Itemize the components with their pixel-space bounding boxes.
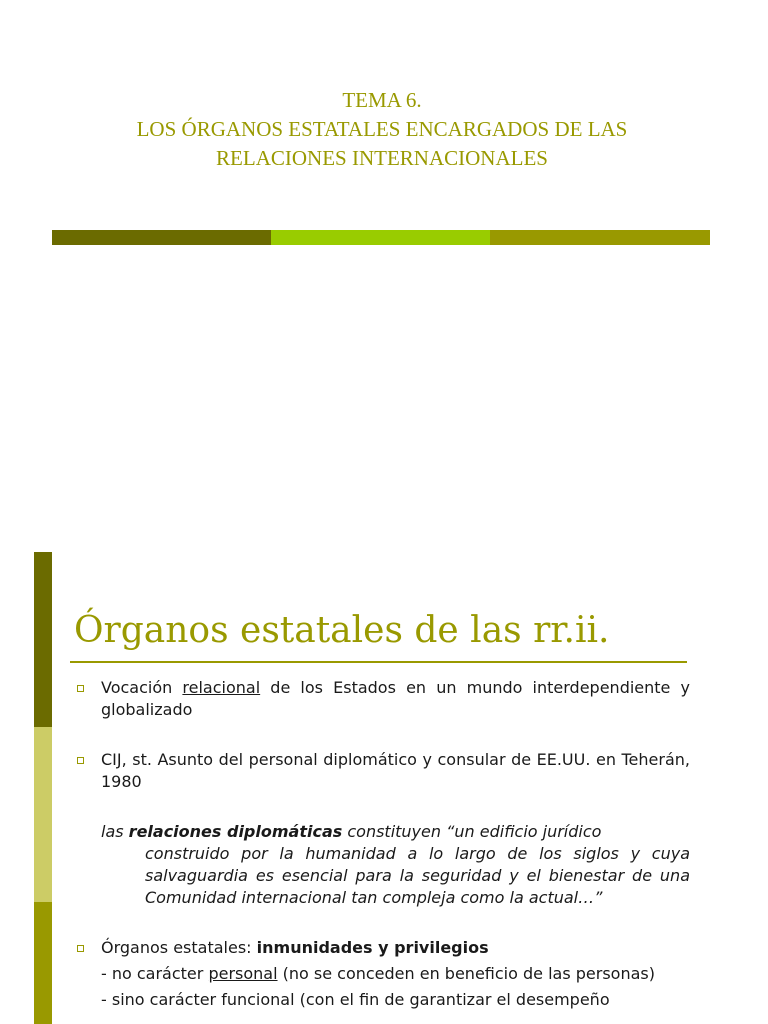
heading-rule xyxy=(70,661,687,663)
side-bar-olive xyxy=(34,902,52,1024)
title-bar-segment-lime xyxy=(271,230,490,245)
bullet3-bold: inmunidades y privilegios xyxy=(256,938,489,957)
title-line-3: RELACIONES INTERNACIONALES xyxy=(216,146,548,170)
sub1-suffix: (no se conceden en beneficio de las personas) xyxy=(277,964,655,983)
sub1-prefix: - no carácter xyxy=(101,964,209,983)
slide2-content xyxy=(76,677,690,1011)
bullet1-prefix: Vocación xyxy=(101,678,183,697)
bullet1-underlined: relacional xyxy=(182,678,261,697)
bullet1-suffix: de los Estados en un mundo interdependiente y globalizado xyxy=(101,678,690,719)
sub-item-not-personal xyxy=(76,963,690,985)
quote-bold: relaciones diplomáticas xyxy=(128,822,343,841)
side-bar-dark xyxy=(34,552,52,727)
bullet-cij-case xyxy=(76,749,690,793)
quote-diplomatic-relations xyxy=(101,821,690,909)
square-bullet-icon xyxy=(77,945,84,952)
sub-item-functional xyxy=(76,989,690,1011)
bullet-relational-vocation xyxy=(76,677,690,721)
quote-lead: las xyxy=(101,822,129,841)
slide1-title xyxy=(52,86,712,173)
sub2-text: - sino carácter funcional (con el fin de garantizar el desempeño xyxy=(101,990,610,1009)
quote-rest: constituyen “un edificio jurídico xyxy=(342,822,602,841)
square-bullet-icon xyxy=(77,685,84,692)
bullet2-text: CIJ, st. Asunto del personal diplomático y consular de EE.UU. en Teherán, 1980 xyxy=(101,750,690,791)
side-bar-pale xyxy=(34,727,52,902)
sub1-underlined: personal xyxy=(208,964,278,983)
title-bar-segment-olive xyxy=(490,230,710,245)
quote-continuation: construido por la humanidad a lo largo de los siglos y cuya salvaguardia es esencial para la seguridad y el bienestar de una Comunidad internacional tan compleja como la actual…” xyxy=(145,844,690,907)
slide2-heading: Órganos estatales de las rr.ii. xyxy=(74,610,610,651)
title-bar-segment-dark xyxy=(52,230,271,245)
square-bullet-icon xyxy=(77,757,84,764)
title-line-1: TEMA 6. xyxy=(342,88,422,112)
bullet3-prefix: Órganos estatales: xyxy=(101,938,257,957)
bullet-state-organs xyxy=(76,937,690,959)
title-line-2: LOS ÓRGANOS ESTATALES ENCARGADOS DE LAS xyxy=(136,117,628,141)
